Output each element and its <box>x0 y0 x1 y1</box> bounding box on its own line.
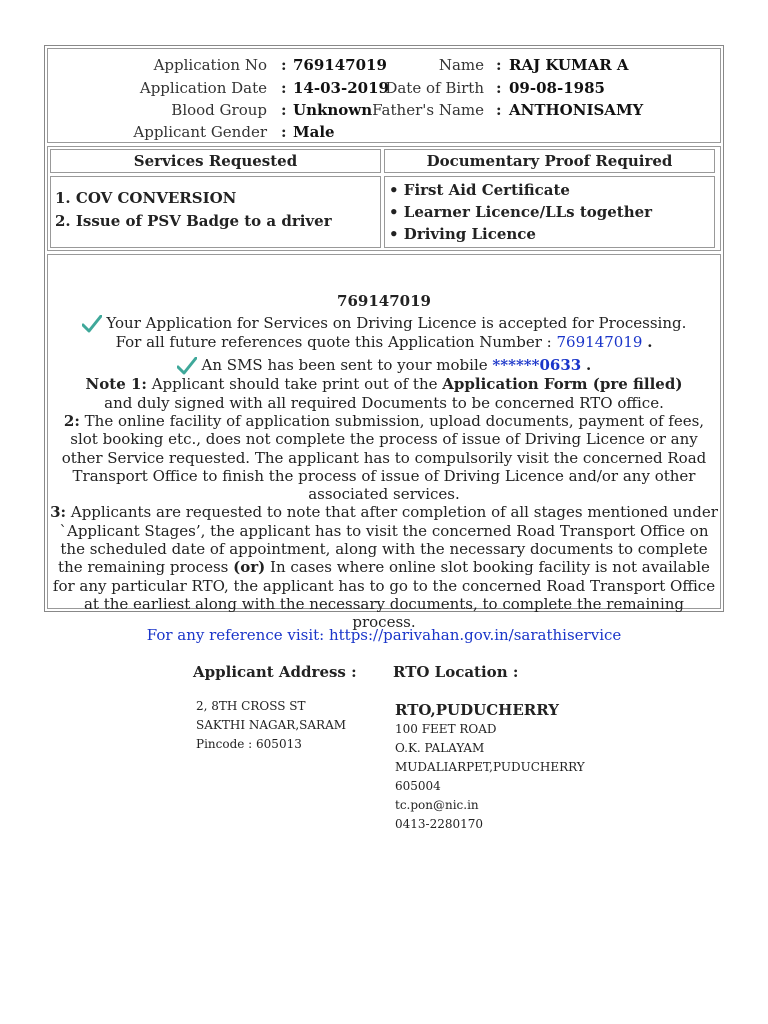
sms-number: ******0633 <box>492 356 582 374</box>
applicant-address <box>196 697 346 754</box>
note-2-text: The online facility of application submission, upload documents, payment of fees, slot booking etc., does not complete the process of issue of Driving Licence or any other Service requested. The applicant has to compulsorily visit the concerned Road Transport Office to finish the process of issue of Driving Licence and/or any other associated services. <box>61 412 707 504</box>
name-value: RAJ KUMAR A <box>509 56 629 74</box>
service-item: 1. COV CONVERSION <box>55 189 237 207</box>
reference-link[interactable]: For any reference visit: https://parivahan.gov.in/sarathiservice <box>146 626 622 644</box>
note-2-label: 2: <box>63 412 80 430</box>
name-label: Name <box>438 56 484 74</box>
services-header: Services Requested <box>50 149 381 173</box>
proof-item: • Learner Licence/LLs together <box>389 203 653 221</box>
sms-text: An SMS has been sent to your mobile <box>201 356 488 374</box>
note-2 <box>48 412 720 503</box>
service-item: 2. Issue of PSV Badge to a driver <box>55 212 332 230</box>
rto-line: O.K. PALAYAM <box>395 741 485 755</box>
rto-line: MUDALIARPET,PUDUCHERRY <box>395 760 585 774</box>
app-date-value: 14-03-2019 <box>293 79 389 97</box>
app-no-label: Application No <box>153 56 267 74</box>
gender-label: Applicant Gender <box>133 123 267 141</box>
note-1-text: Applicant should take print out of the <box>151 375 438 393</box>
colon: : <box>496 79 502 97</box>
note-1-text-b: and duly signed with all required Documents to be concerned RTO office. <box>104 393 664 412</box>
address-line: Pincode : 605013 <box>196 737 302 751</box>
gender-value: Male <box>293 123 335 141</box>
father-name-label: Father's Name <box>372 101 484 119</box>
note-3-or: (or) <box>233 558 266 577</box>
check-icon <box>177 357 197 375</box>
check-icon <box>82 315 102 333</box>
rto-address <box>395 700 585 834</box>
colon: : <box>281 56 287 74</box>
rto-line: 100 FEET ROAD <box>395 722 497 736</box>
period: . <box>586 356 592 374</box>
colon: : <box>496 56 502 74</box>
rto-email[interactable]: tc.pon@nic.in <box>395 798 479 812</box>
proof-list <box>384 176 715 248</box>
father-name-value: ANTHONISAMY <box>509 101 644 119</box>
applicant-address-heading: Applicant Address : <box>193 663 357 681</box>
applicant-details <box>47 48 721 143</box>
services-table <box>47 146 721 251</box>
rto-phone: 0413-2280170 <box>395 817 484 831</box>
colon: : <box>281 79 287 97</box>
note-3-label: 3: <box>50 503 67 522</box>
app-date-label: Application Date <box>139 79 267 97</box>
proof-item: • First Aid Certificate <box>389 181 570 199</box>
rto-location-heading: RTO Location : <box>393 663 519 681</box>
note-3 <box>48 503 720 631</box>
status-message <box>47 254 721 632</box>
app-no-value: 769147019 <box>293 56 387 74</box>
period: . <box>647 333 653 351</box>
colon: : <box>281 101 287 119</box>
note-3-text: Applicants are requested to note that after completion of all stages mentioned under `Applicant Stages’, the applicant has to visit the concerned Road Transport Office on the scheduled date of appointment, along with the necessary documents to complete the remaining process <box>58 503 718 577</box>
application-number: 769147019 <box>337 292 431 310</box>
blood-group-label: Blood Group <box>171 101 267 119</box>
address-line: 2, 8TH CROSS ST <box>196 699 306 713</box>
proof-item: • Driving Licence <box>389 225 536 243</box>
colon: : <box>281 123 287 141</box>
application-receipt <box>44 45 724 632</box>
services-list <box>50 176 381 248</box>
dob-label: Date of Birth <box>385 79 484 97</box>
dob-value: 09-08-1985 <box>509 79 605 97</box>
accepted-text: Your Application for Services on Driving Licence is accepted for Processing. For all future references quote this Application Number : <box>106 314 687 351</box>
note-3-text-b: In cases where online slot booking facility is not available for any particular RTO, the applicant has to go to the concerned Road Transport Office at the earliest along with the necessary documents, to complete the remaining process. <box>52 558 716 632</box>
note-1 <box>48 375 720 412</box>
blood-group-value: Unknown <box>293 101 373 119</box>
rto-line: 605004 <box>395 779 441 793</box>
colon: : <box>496 101 502 119</box>
accepted-number: 769147019 <box>556 333 643 351</box>
accepted-message <box>48 314 720 352</box>
note-1-bold: Application Form (pre filled) <box>442 375 683 393</box>
note-1-label: Note 1: <box>85 375 147 393</box>
rto-name: RTO,PUDUCHERRY <box>395 701 559 719</box>
proof-header: Documentary Proof Required <box>384 149 715 173</box>
address-line: SAKTHI NAGAR,SARAM <box>196 718 347 732</box>
sms-message <box>48 355 720 375</box>
